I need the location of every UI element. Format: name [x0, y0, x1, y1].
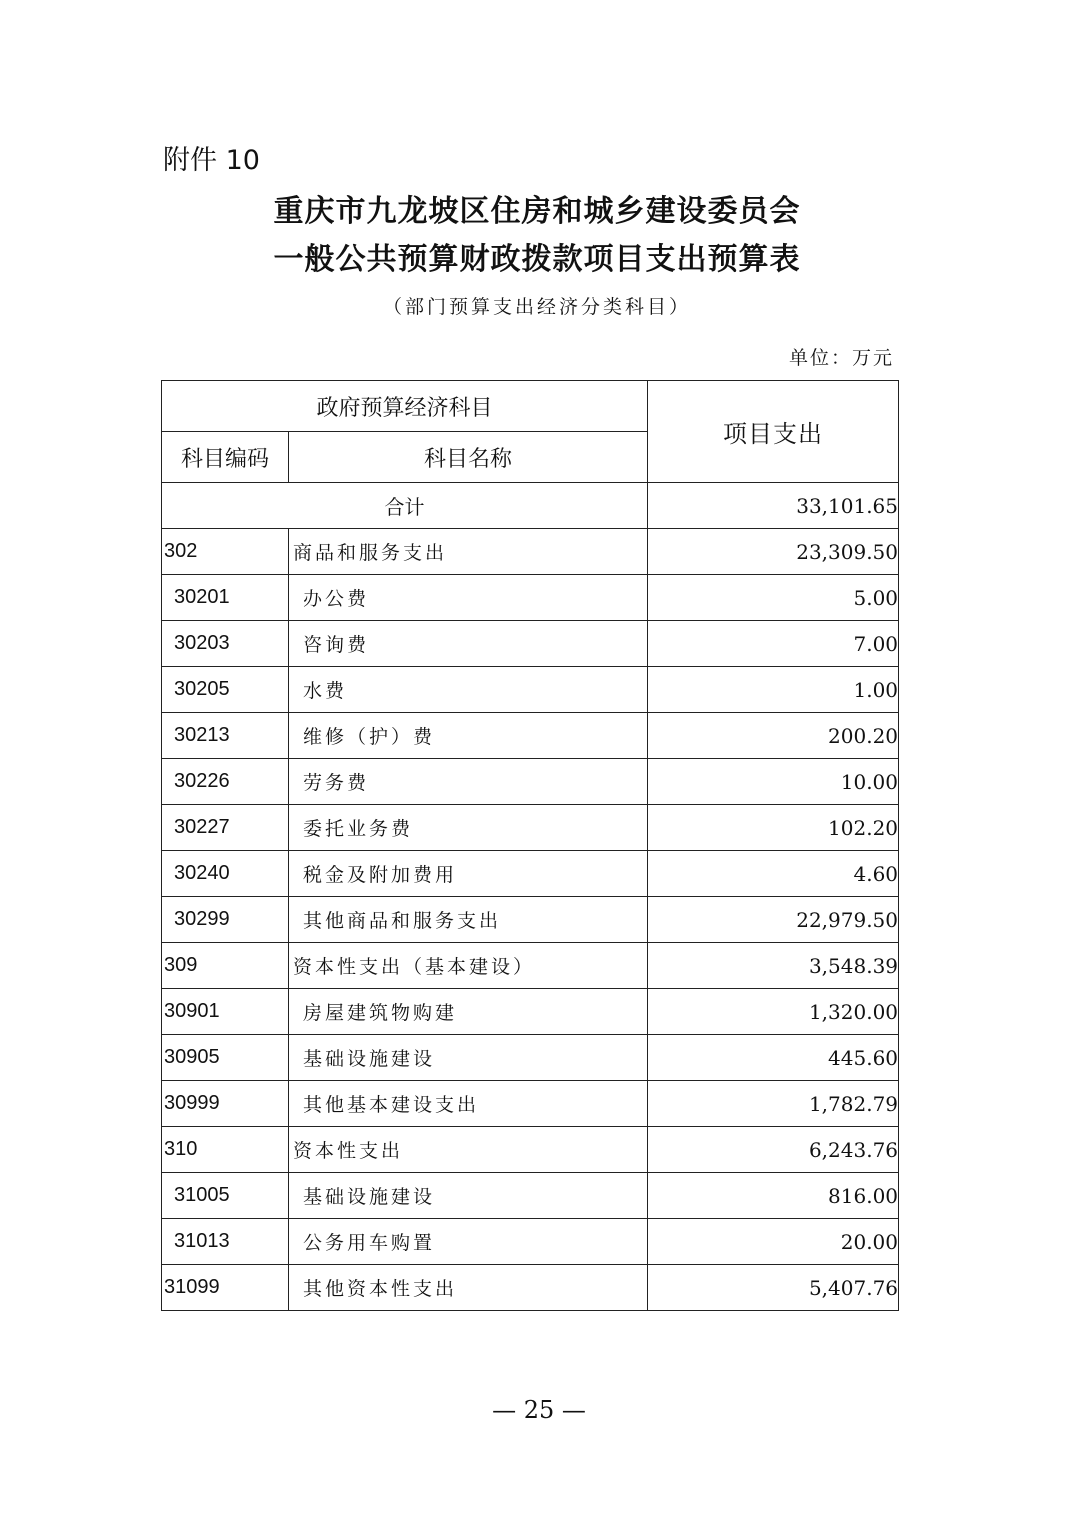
- table-row: [162, 759, 899, 805]
- row-code: 310: [162, 1127, 289, 1173]
- table-row: [162, 575, 899, 621]
- table-row: [162, 1081, 899, 1127]
- table-row: [162, 989, 899, 1035]
- row-value: 4.60: [648, 851, 899, 897]
- table-row: [162, 529, 899, 575]
- table-row: [162, 805, 899, 851]
- row-name: 资本性支出（基本建设）: [289, 943, 648, 989]
- page-number: — 25 —: [492, 1396, 586, 1424]
- total-value: 33,101.65: [648, 483, 899, 529]
- row-value: 200.20: [648, 713, 899, 759]
- code-header: 科目编码: [162, 432, 289, 483]
- row-value: 1,782.79: [648, 1081, 899, 1127]
- row-value: 816.00: [648, 1173, 899, 1219]
- row-value: 102.20: [648, 805, 899, 851]
- document-title-line2: 一般公共预算财政拨款项目支出预算表: [273, 242, 801, 277]
- row-value: 10.00: [648, 759, 899, 805]
- table-row: [162, 667, 899, 713]
- row-value: 1,320.00: [648, 989, 899, 1035]
- row-code: 309: [162, 943, 289, 989]
- row-value: 6,243.76: [648, 1127, 899, 1173]
- row-name: 其他资本性支出: [289, 1265, 648, 1311]
- row-value: 3,548.39: [648, 943, 899, 989]
- row-value: 445.60: [648, 1035, 899, 1081]
- row-name: 基础设施建设: [289, 1035, 648, 1081]
- table-row: [162, 713, 899, 759]
- row-name: 税金及附加费用: [289, 851, 648, 897]
- group-header: 政府预算经济科目: [162, 381, 648, 432]
- row-name: 咨询费: [289, 621, 648, 667]
- row-code: 31099: [162, 1265, 289, 1311]
- budget-table: [161, 380, 899, 1311]
- row-value: 22,979.50: [648, 897, 899, 943]
- row-value: 20.00: [648, 1219, 899, 1265]
- total-label: 合计: [162, 483, 648, 529]
- row-code: 30240: [162, 851, 289, 897]
- row-code: 30227: [162, 805, 289, 851]
- row-code: 302: [162, 529, 289, 575]
- row-name: 基础设施建设: [289, 1173, 648, 1219]
- row-value: 1.00: [648, 667, 899, 713]
- attachment-label: 附件 10: [163, 145, 260, 176]
- row-code: 30213: [162, 713, 289, 759]
- table-row: [162, 1265, 899, 1311]
- row-code: 30299: [162, 897, 289, 943]
- row-name: 其他基本建设支出: [289, 1081, 648, 1127]
- row-name: 水费: [289, 667, 648, 713]
- table-row: [162, 851, 899, 897]
- table-row: [162, 943, 899, 989]
- total-row: [162, 483, 899, 529]
- document-subtitle: （部门预算支出经济分类科目）: [382, 296, 691, 318]
- unit-label: 单位：万元: [788, 347, 894, 369]
- row-code: 31013: [162, 1219, 289, 1265]
- row-code: 30999: [162, 1081, 289, 1127]
- row-name: 办公费: [289, 575, 648, 621]
- table-row: [162, 621, 899, 667]
- document-title-line1: 重庆市九龙坡区住房和城乡建设委员会: [273, 194, 801, 229]
- row-code: 30905: [162, 1035, 289, 1081]
- row-name: 劳务费: [289, 759, 648, 805]
- row-name: 房屋建筑物购建: [289, 989, 648, 1035]
- row-name: 其他商品和服务支出: [289, 897, 648, 943]
- row-name: 公务用车购置: [289, 1219, 648, 1265]
- row-code: 30203: [162, 621, 289, 667]
- table-row: [162, 1035, 899, 1081]
- row-name: 维修（护）费: [289, 713, 648, 759]
- row-code: 30201: [162, 575, 289, 621]
- row-code: 30205: [162, 667, 289, 713]
- row-name: 资本性支出: [289, 1127, 648, 1173]
- table-row: [162, 1127, 899, 1173]
- row-code: 30226: [162, 759, 289, 805]
- row-value: 5.00: [648, 575, 899, 621]
- table-row: [162, 1173, 899, 1219]
- row-name: 商品和服务支出: [289, 529, 648, 575]
- table-row: [162, 897, 899, 943]
- name-header: 科目名称: [289, 432, 648, 483]
- row-value: 5,407.76: [648, 1265, 899, 1311]
- row-value: 7.00: [648, 621, 899, 667]
- row-name: 委托业务费: [289, 805, 648, 851]
- row-code: 30901: [162, 989, 289, 1035]
- row-code: 31005: [162, 1173, 289, 1219]
- table-row: [162, 1219, 899, 1265]
- row-value: 23,309.50: [648, 529, 899, 575]
- expense-header: 项目支出: [648, 381, 899, 483]
